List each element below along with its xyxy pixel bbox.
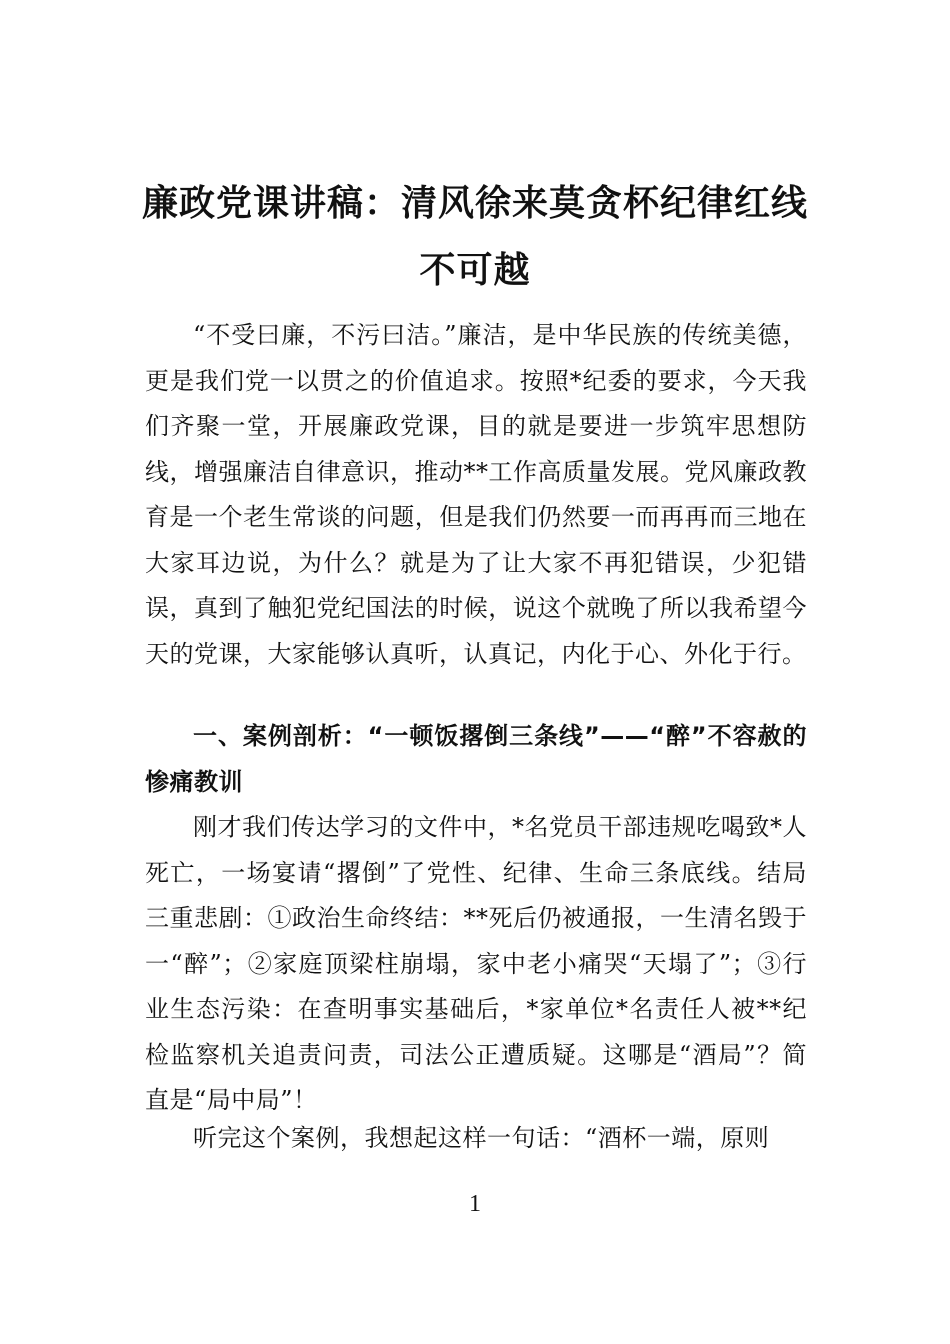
document-title-line-2: 不可越 [419,249,531,291]
paragraph-intro: “不受曰廉，不污曰洁。”廉洁，是中华民族的传统美德，更是我们党一以贯之的价值追求。按照*纪委的要求，今天我们齐聚一堂，开展廉政党课，目的就是要进一步筑牢思想防线，增强廉洁自律意识，推动**工作高质量发展。党风廉政教育是一个老生常谈的问题，但是我们仍然要一而再再而三地在大家耳边说，为什么？就是为了让大家不再犯错误，少犯错误，真到了触犯党纪国法的时候，说这个就晚了所以我希望今天的党课，大家能够认真听，认真记，内化于心、外化于行。 [145,321,807,668]
paragraph-case: 刚才我们传达学习的文件中，*名党员干部违规吃喝致*人死亡，一场宴请“撂倒”了党性、纪律、生命三条底线。结局三重悲剧：①政治生命终结：**死后仍被通报，一生清名毁于一“醉”；②家庭顶梁柱崩塌，家中老小痛哭“天塌了”；③行业生态污染：在查明事实基础后，*家单位*名责任人被**纪检监察机关追责问责，司法公正遭质疑。这哪是“酒局”？简直是“局中局”！ [145,813,807,1114]
section-heading-1: 一、案例剖析：“一顿饭撂倒三条线”——“醉”不容赦的惨痛教训 [145,722,807,796]
paragraph-reflection: 听完这个案例，我想起这样一句话：“酒杯一端，原则 [193,1124,770,1152]
document-title-line-1: 廉政党课讲稿：清风徐来莫贪杯纪律红线 [141,182,808,224]
page-number: 1 [469,1191,481,1217]
